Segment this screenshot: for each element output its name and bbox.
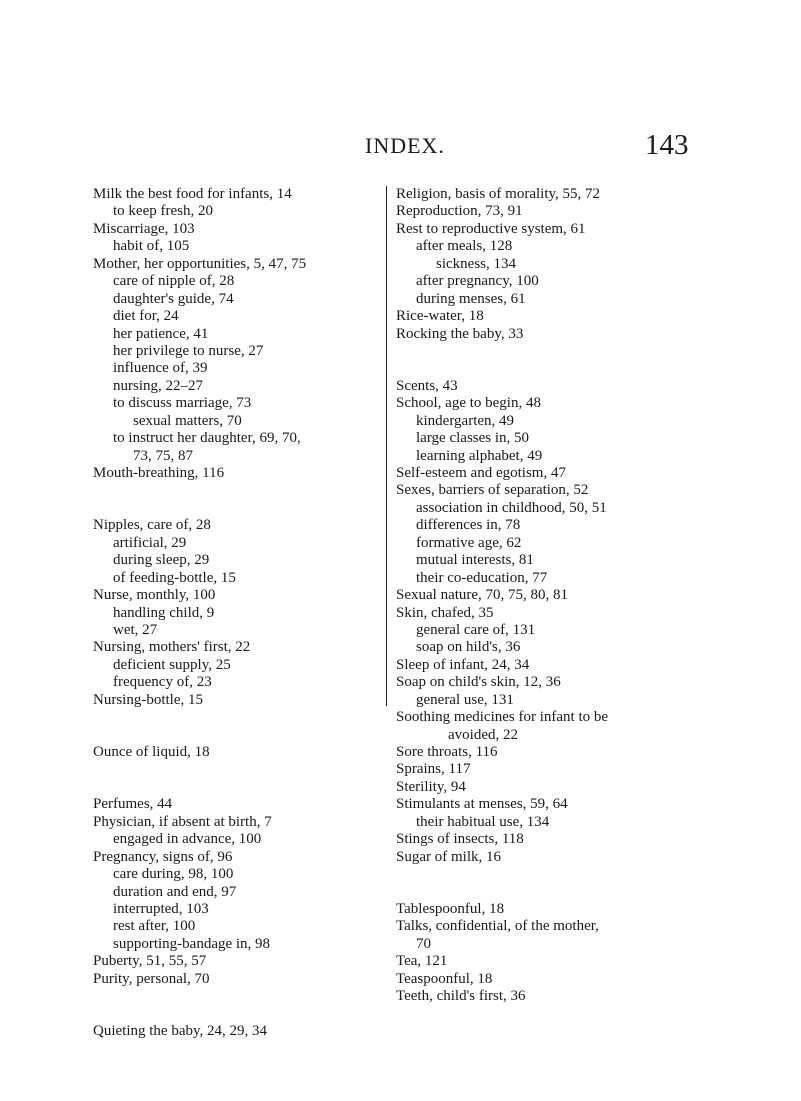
index-subentry: wet, 27 (113, 621, 158, 638)
index-entry: Talks, confidential, of the mother, (396, 918, 599, 935)
index-entry: Nurse, monthly, 100 (93, 587, 216, 604)
index-entry: Quieting the baby, 24, 29, 34 (93, 1023, 268, 1040)
index-subentry: differences in, 78 (416, 517, 521, 534)
index-entry: Puberty, 51, 55, 57 (93, 953, 207, 970)
index-entry: Scents, 43 (396, 377, 458, 394)
index-entry: Nursing, mothers' first, 22 (93, 639, 251, 656)
letter-section-gap (396, 866, 741, 901)
index-subentry: kindergarten, 49 (416, 412, 515, 429)
index-subentry: supporting-bandage in, 98 (113, 935, 271, 952)
index-entry: Mouth-breathing, 116 (93, 465, 225, 481)
letter-section-gap (93, 482, 385, 517)
index-subentry: learning alphabet, 49 (416, 447, 543, 464)
index-subentry: mutual interests, 81 (416, 552, 534, 569)
index-subentry: after pregnancy, 100 (416, 273, 539, 290)
index-entry: Pregnancy, signs of, 96 (93, 848, 233, 865)
index-entry: Tablespoonful, 18 (396, 900, 505, 917)
letter-section-gap (93, 761, 385, 796)
index-subentry: rest after, 100 (113, 918, 196, 935)
index-subentry: of feeding-bottle, 15 (113, 569, 236, 586)
index-subentry: formative age, 62 (416, 534, 522, 551)
running-head-title: INDEX. (365, 133, 445, 158)
index-entry: Rest to reproductive system, 61 (396, 220, 586, 237)
index-entry: Nipples, care of, 28 (93, 517, 211, 534)
index-subentry: daughter's guide, 74 (113, 290, 234, 307)
index-subentry: diet for, 24 (113, 308, 179, 325)
index-entry: Sugar of milk, 16 (396, 848, 501, 865)
index-entry: Physician, if absent at birth, 7 (93, 813, 272, 830)
index-subentry: her patience, 41 (113, 325, 209, 342)
index-subentry: their co-education, 77 (416, 569, 548, 586)
index-entry: Reproduction, 73, 91 (396, 203, 523, 220)
index-column-right (386, 186, 741, 1005)
index-subentry: during menses, 61 (416, 290, 526, 307)
index-subentry: care of nipple of, 28 (113, 273, 235, 290)
index-entry: Rice-water, 18 (396, 308, 484, 325)
index-subentry: 70 (416, 935, 431, 952)
index-entry: Soothing medicines for infant to be (396, 709, 609, 726)
index-entry: Soap on child's skin, 12, 36 (396, 674, 561, 691)
index-entry: Stings of insects, 118 (396, 831, 524, 848)
index-entry: Stimulants at menses, 59, 64 (396, 796, 568, 813)
index-subentry: avoided, 22 (448, 726, 518, 743)
index-entry: Teeth, child's first, 36 (396, 988, 526, 1005)
index-entry: Sterility, 94 (396, 778, 466, 795)
index-subentry: care during, 98, 100 (113, 866, 234, 883)
index-subentry: deficient supply, 25 (113, 656, 231, 673)
index-subentry: general care of, 131 (416, 621, 536, 638)
index-subentry: her privilege to nurse, 27 (113, 342, 264, 359)
index-subentry: their habitual use, 134 (416, 813, 550, 830)
index-entry: Sexes, barriers of separation, 52 (396, 482, 589, 499)
index-entry: Ounce of liquid, 18 (93, 744, 210, 761)
index-entry: Skin, chafed, 35 (396, 604, 494, 621)
index-subentry: duration and end, 97 (113, 883, 237, 900)
index-entry: Sleep of infant, 24, 34 (396, 656, 530, 673)
index-subentry: association in childhood, 50, 51 (416, 499, 607, 516)
index-entry: Miscarriage, 103 (93, 220, 195, 237)
index-subentry: soap on hild's, 36 (416, 639, 521, 656)
index-column-left (93, 186, 385, 1041)
index-subentry: 73, 75, 87 (133, 447, 193, 464)
letter-section-gap (396, 343, 741, 378)
page-number: 143 (645, 129, 689, 161)
index-entry: Mother, her opportunities, 5, 47, 75 (93, 255, 307, 272)
index-entry: Purity, personal, 70 (93, 970, 210, 987)
index-entry: Sprains, 117 (396, 761, 471, 778)
index-entry: Sore throats, 116 (396, 744, 498, 761)
index-subentry: influence of, 39 (113, 360, 208, 377)
index-subentry: engaged in advance, 100 (113, 831, 262, 848)
index-subentry: after meals, 128 (416, 238, 513, 255)
index-subentry: to keep fresh, 20 (113, 203, 213, 220)
index-entry: Perfumes, 44 (93, 796, 173, 813)
index-subentry: sickness, 134 (436, 255, 516, 272)
index-subentry: to instruct her daughter, 69, 70, (113, 430, 301, 447)
index-subentry: artificial, 29 (113, 534, 187, 551)
index-subentry: interrupted, 103 (113, 900, 209, 917)
index-entry: Sexual nature, 70, 75, 80, 81 (396, 587, 569, 604)
index-entry: Tea, 121 (396, 953, 448, 970)
index-subentry: sexual matters, 70 (133, 412, 242, 429)
page-header (0, 125, 801, 165)
index-subentry: large classes in, 50 (416, 430, 530, 447)
index-subentry: general use, 131 (416, 691, 514, 708)
index-entry: Religion, basis of morality, 55, 72 (396, 186, 601, 202)
index-subentry: habit of, 105 (113, 238, 190, 255)
index-entry: Self-esteem and egotism, 47 (396, 465, 566, 482)
letter-section-gap (93, 709, 385, 744)
index-entry: Nursing-bottle, 15 (93, 691, 203, 708)
index-subentry: nursing, 22–27 (113, 377, 203, 394)
index-subentry: to discuss marriage, 73 (113, 395, 252, 412)
index-entry: Teaspoonful, 18 (396, 970, 493, 987)
index-subentry: frequency of, 23 (113, 674, 212, 691)
letter-section-gap (93, 988, 385, 1023)
index-subentry: handling child, 9 (113, 604, 215, 621)
index-entry: Rocking the baby, 33 (396, 325, 524, 342)
index-entry: School, age to begin, 48 (396, 395, 541, 412)
index-subentry: during sleep, 29 (113, 552, 210, 569)
index-entry: Milk the best food for infants, 14 (93, 186, 292, 202)
